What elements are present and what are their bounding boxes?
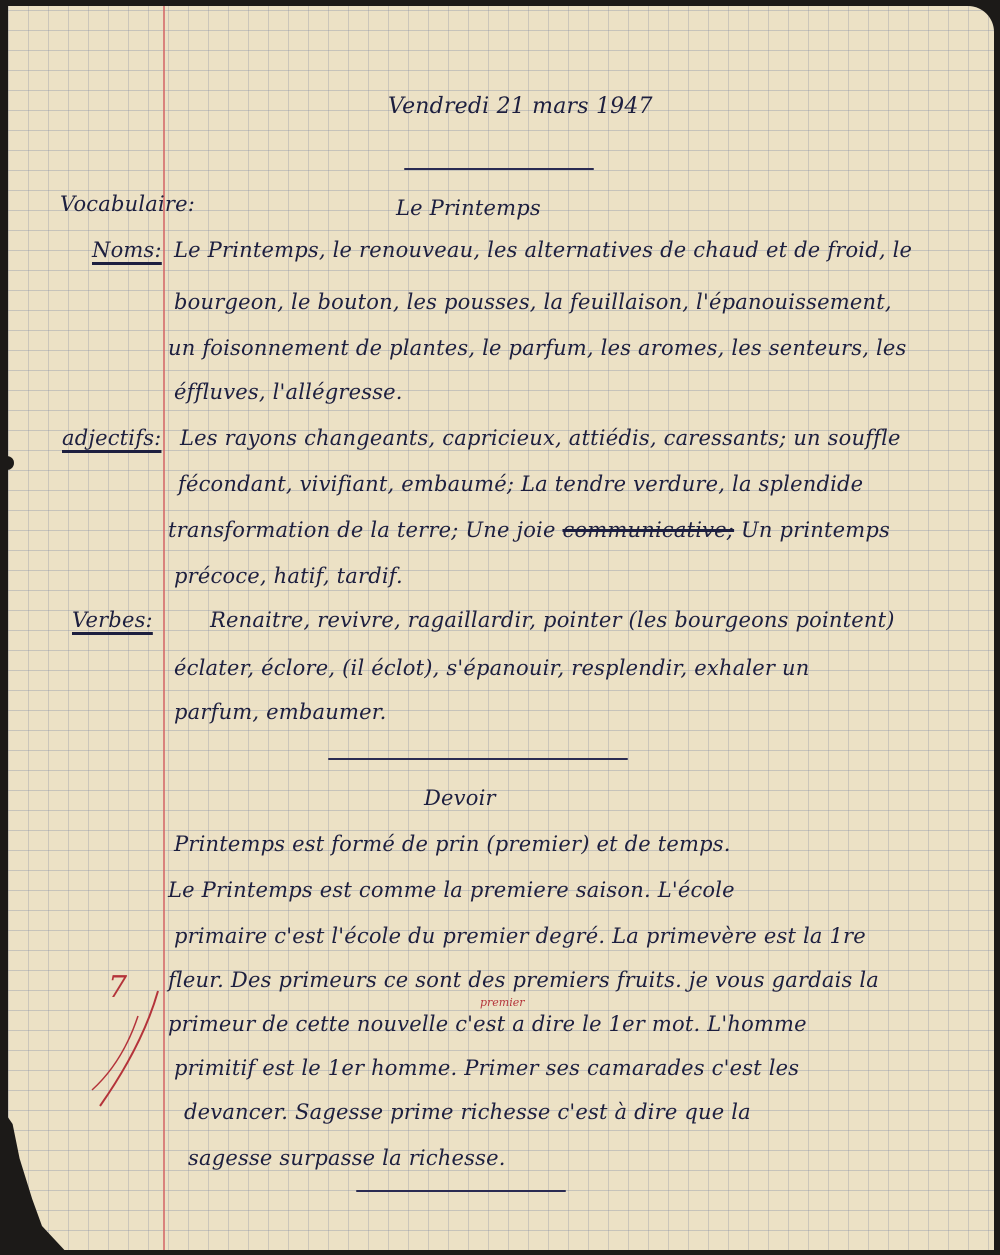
devoir-line-6: primitif est le 1er homme. Primer ses camarades c'est les (174, 1056, 800, 1080)
noms-label: Noms: (92, 238, 162, 262)
date-heading: Vendredi 21 mars 1947 (388, 94, 653, 119)
devoir-line-1: Printemps est formé de prin (premier) et de temps. (174, 832, 731, 856)
torn-corner (8, 1106, 70, 1250)
vocabulary-heading: Vocabulaire: (60, 192, 196, 216)
adjectifs-line-4: précoce, hatif, tardif. (174, 564, 403, 588)
noms-line-3: un foisonnement de plantes, le parfum, les aromes, les senteurs, les (168, 336, 907, 360)
vocabulary-divider (328, 758, 628, 760)
page-notch (8, 456, 14, 470)
verbes-label: Verbes: (72, 608, 153, 632)
noms-line-4: éffluves, l'allégresse. (174, 380, 403, 404)
devoir-title: Devoir (424, 786, 496, 810)
adjectifs-label: adjectifs: (62, 426, 162, 450)
vocabulary-title: Le Printemps (396, 196, 541, 220)
notebook-page (8, 6, 994, 1250)
adjectifs-line-2: fécondant, vivifiant, embaumé; La tendre verdure, la splendide (178, 472, 864, 496)
verbes-line-3: parfum, embaumer. (174, 700, 387, 724)
devoir-line-3: primaire c'est l'école du premier degré. La primevère est la 1re (174, 924, 866, 948)
devoir-line-2: Le Printemps est comme la premiere saison. L'école (168, 878, 735, 902)
noms-line-2: bourgeon, le bouton, les pousses, la feuillaison, l'épanouissement, (174, 290, 892, 314)
struck-word: communicative; (562, 518, 735, 542)
verbes-line-2: éclater, éclore, (il éclot), s'épanouir, resplendir, exhaler un (174, 656, 810, 680)
adjectifs-line-3-end: Un printemps (740, 518, 891, 542)
verbes-line-1: Renaitre, revivre, ragaillardir, pointer (les bourgeons pointent) (210, 608, 895, 632)
devoir-line-8: sagesse surpasse la richesse. (188, 1146, 506, 1170)
adjectifs-line-3-text: transformation de la terre; Une joie (168, 518, 556, 542)
devoir-line-7: devancer. Sagesse prime richesse c'est à dire que la (184, 1100, 751, 1124)
devoir-line-4: fleur. Des primeurs ce sont des premiers fruits. je vous gardais la (168, 968, 879, 992)
devoir-end-divider (356, 1190, 566, 1192)
grade-mark: 7 (108, 970, 128, 1005)
date-divider (404, 168, 594, 170)
adjectifs-line-3 (168, 518, 890, 542)
teacher-correction: premier (480, 996, 525, 1009)
noms-line-1: Le Printemps, le renouveau, les alternatives de chaud et de froid, le (174, 238, 913, 262)
devoir-line-5: primeur de cette nouvelle c'est a dire le 1er mot. L'homme (168, 1012, 807, 1036)
grade-slash-icon (78, 986, 168, 1116)
adjectifs-line-1: Les rayons changeants, capricieux, attiédis, caressants; un souffle (180, 426, 901, 450)
